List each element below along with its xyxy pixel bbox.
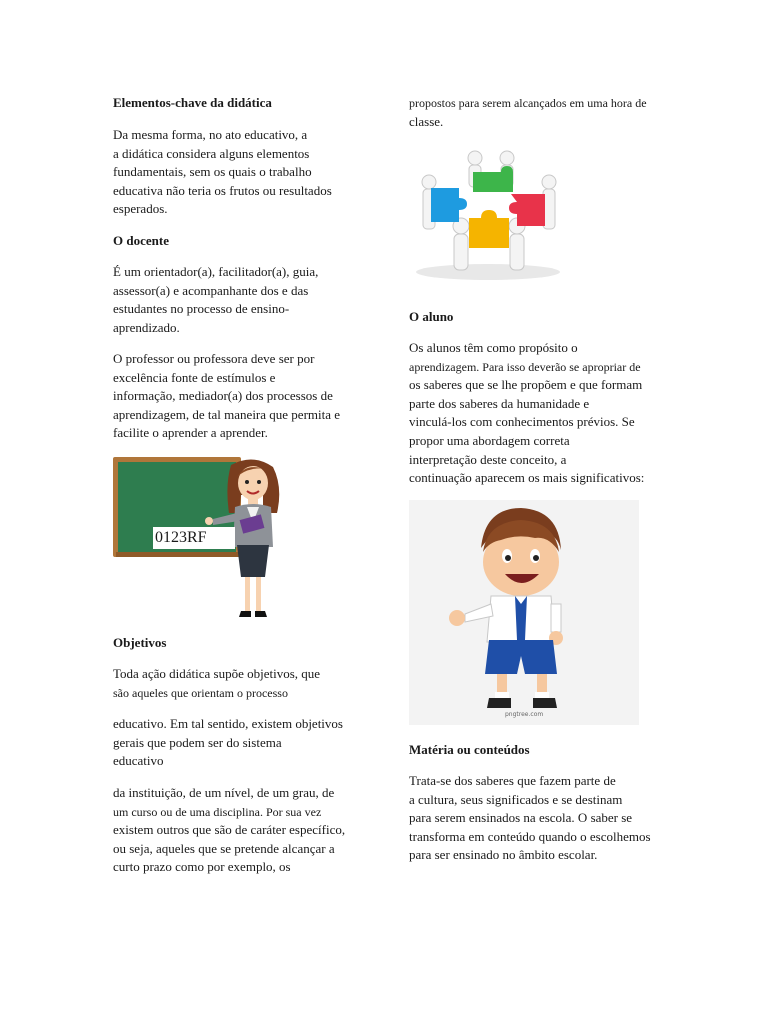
teacher-illustration — [113, 455, 283, 621]
paragraph-continuation: propostos para serem alcançados em uma hora de classe. — [409, 96, 647, 129]
paragraph-objetivos-1: Toda ação didática supõe objetivos, que são aqueles que orientam o processo — [113, 666, 321, 700]
paragraph-intro: Da mesma forma, no ato educativo, a a didática considera alguns elementos fundamentais, sem os quais o trabalho educativa não teria os frutos ou resultados esperados. — [113, 127, 332, 217]
paragraph-docente-2: O professor ou professora deve ser por excelência fonte de estímulos e informação, mediador(a) dos processos de aprendizagem, de tal maneira que permita e facilite o aprender a aprender. — [113, 351, 341, 441]
heading-o-docente: O docente — [113, 233, 169, 248]
boy-image-caption: pngtree.com — [505, 711, 544, 718]
paragraph-docente-1: É um orientador(a), facilitador(a), guia, assessor(a) e acompanhante dos e das estudantes no processo de ensino- aprendizado. — [113, 264, 319, 335]
paragraph-materia: Trata-se dos saberes que fazem parte de a cultura, seus significados e se destinam para serem ensinados na escola. O saber se transforma em conteúdo quando o escolhemos para ser ensinado no âmbito escolar. — [409, 773, 651, 863]
heading-materia: Matéria ou conteúdos — [409, 742, 530, 757]
puzzle-team-illustration — [409, 148, 567, 282]
paragraph-objetivos-2: educativo. Em tal sentido, existem objetivos gerais que podem ser do sistema educativo — [113, 716, 343, 769]
student-boy-illustration — [409, 500, 639, 725]
heading-elementos-chave: Elementos-chave da didática — [113, 95, 272, 110]
student-boy-icon — [409, 500, 639, 725]
paragraph-aluno: Os alunos têm como propósito o aprendizagem. Para isso deverão se apropriar de os saberes que se lhe propõem e que formam parte dos saberes da humanidade e vinculá-los com conhecimentos prévios. Se propor uma abordagem correta interpretação deste conceito, a continuação aparecem os mais significativos: — [409, 340, 645, 486]
puzzle-team-icon — [409, 148, 567, 282]
paragraph-objetivos-3: da instituição, de um nível, de um grau, de um curso ou de uma disciplina. Por sua vez existem outros que são de caráter específico, ou seja, aqueles que se pretende alcançar a curto prazo como por exemplo, os — [113, 785, 346, 875]
teacher-image-caption: 0123RF — [153, 527, 235, 549]
heading-o-aluno: O aluno — [409, 309, 454, 324]
heading-objetivos: Objetivos — [113, 635, 167, 650]
